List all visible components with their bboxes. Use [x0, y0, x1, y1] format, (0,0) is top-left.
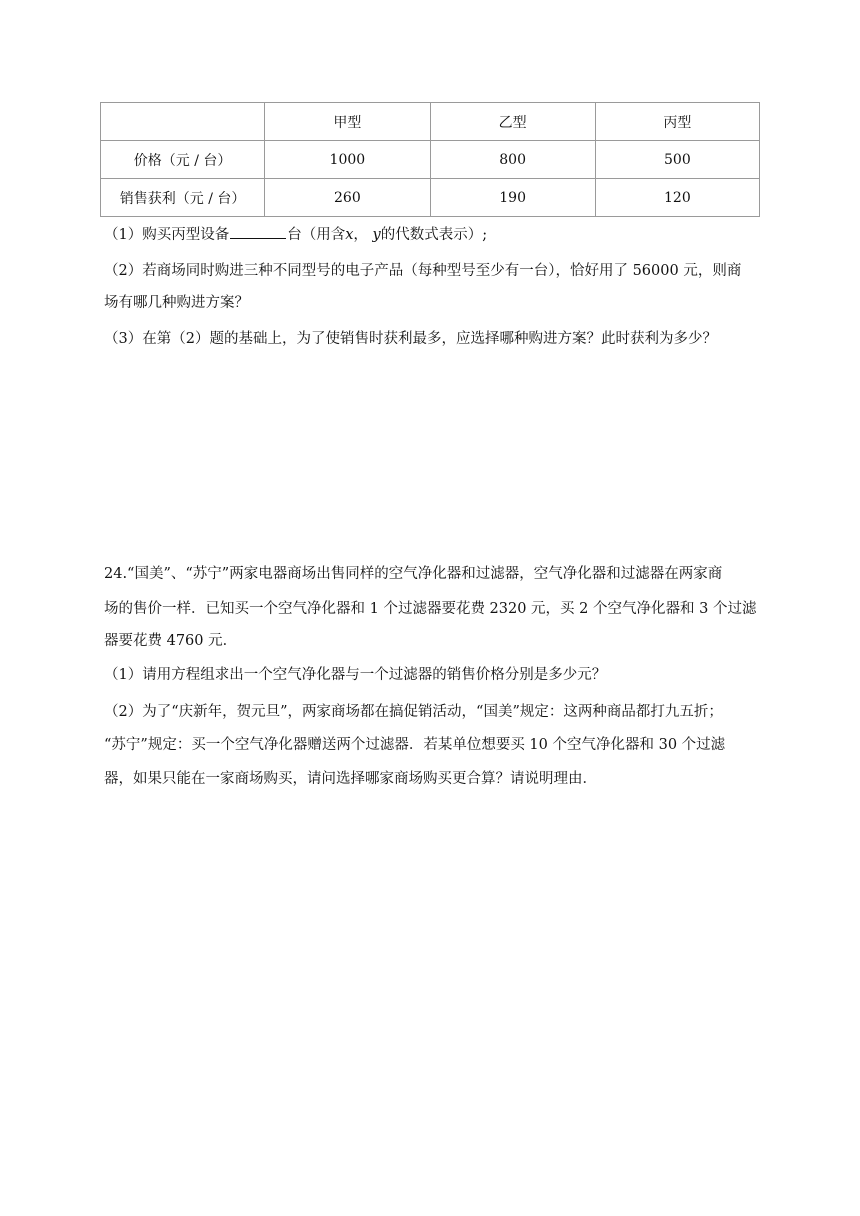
table-header-cell: 甲型: [265, 103, 430, 141]
variable-y: y: [372, 227, 381, 243]
q24-part2-line1: （2）为了“庆新年，贺元旦”，两家商场都在搞促销活动，“国美”规定：这两种商品都打九五折；: [104, 704, 723, 720]
table-header-cell: [101, 103, 265, 141]
q24-stem-line1: 24.“国美”、“苏宁”两家电器商场出售同样的空气净化器和过滤器，空气净化器和过滤器在两家商: [104, 566, 723, 582]
table-row: [101, 179, 760, 217]
q24-part2-line2: “苏宁”规定：买一个空气净化器赠送两个过滤器．若某单位想要买 10 个空气净化器和 30 个过滤: [104, 737, 726, 753]
table-cell: 价格（元 / 台）: [101, 141, 265, 179]
q23-part1-text-b: 台（用含: [287, 227, 346, 243]
table-cell: 800: [430, 141, 595, 179]
q24-part2-line3: 器，如果只能在一家商场购买，请问选择哪家商场购买更合算？请说明理由．: [104, 771, 597, 787]
table-header-cell: 丙型: [595, 103, 759, 141]
q23-part1: [104, 224, 764, 246]
q23-part3: （3）在第（2）题的基础上，为了使销售时获利最多，应选择哪种购进方案？此时获利为多少？: [104, 331, 717, 347]
table-cell: 500: [595, 141, 759, 179]
table-cell: 120: [595, 179, 759, 217]
q24-stem-line2: 场的售价一样．已知买一个空气净化器和 1 个过滤器要花费 2320 元，买 2 个空气净化器和 3 个过滤: [104, 601, 757, 617]
q24-part1: （1）请用方程组求出一个空气净化器与一个过滤器的销售价格分别是多少元？: [104, 667, 607, 683]
q23-part1-text-a: （1）购买丙型设备: [104, 227, 230, 243]
product-table: [100, 102, 760, 217]
table-cell: 销售获利（元 / 台）: [101, 179, 265, 217]
separator: ，: [353, 227, 368, 243]
table-header-cell: 乙型: [430, 103, 595, 141]
variable-x: x: [345, 227, 354, 243]
table-cell: 260: [265, 179, 430, 217]
table-header-row: [101, 103, 760, 141]
table-cell: 190: [430, 179, 595, 217]
answer-blank[interactable]: [230, 224, 286, 239]
q23-part2-line2: 场有哪几种购进方案？: [104, 295, 249, 311]
table-row: [101, 141, 760, 179]
q24-stem-line3: 器要花费 4760 元．: [104, 633, 238, 649]
table-cell: 1000: [265, 141, 430, 179]
q23-part2-line1: （2）若商场同时购进三种不同型号的电子产品（每种型号至少有一台），恰好用了 56000 元，则商: [104, 263, 742, 279]
q23-part1-text-c: 的代数式表示）;: [380, 227, 488, 243]
